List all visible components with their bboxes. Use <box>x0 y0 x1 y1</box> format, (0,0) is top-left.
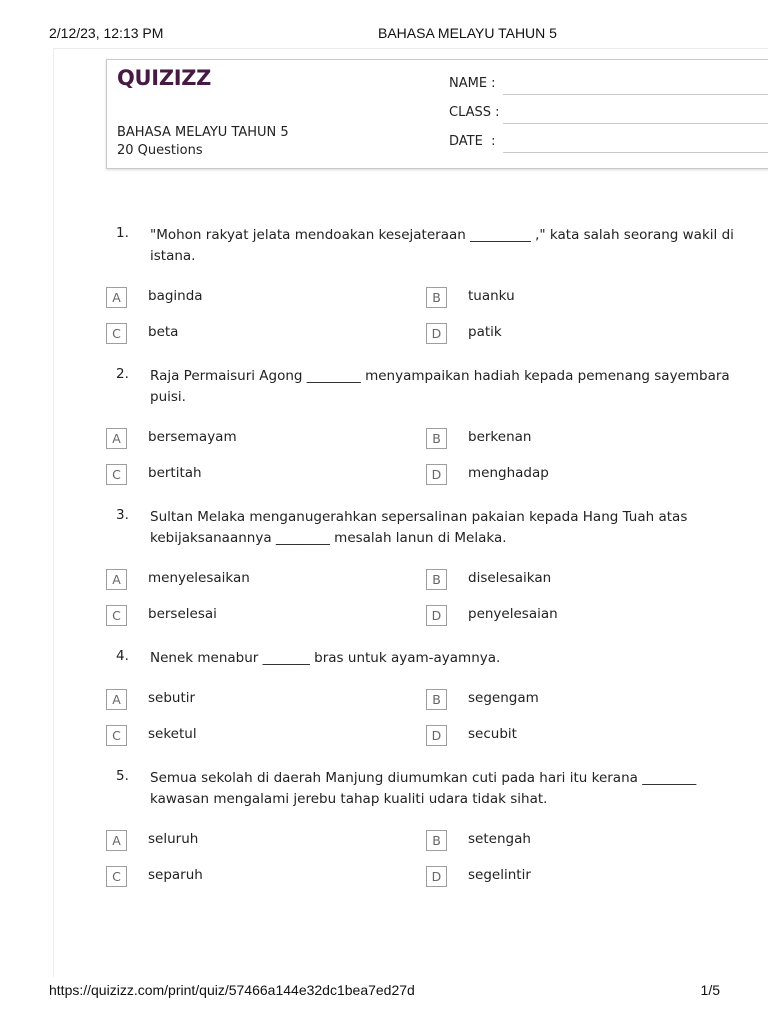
option-letter-box: B <box>426 428 447 449</box>
option-letter-box: D <box>426 323 447 344</box>
print-header <box>0 25 768 45</box>
name-label: NAME : <box>449 76 496 91</box>
option-text: seluruh <box>148 831 199 847</box>
print-footer <box>0 982 768 1002</box>
option-letter-box: B <box>426 830 447 851</box>
print-datetime: 2/12/23, 12:13 PM <box>49 25 164 41</box>
quiz-title: BAHASA MELAYU TAHUN 5 <box>117 125 289 140</box>
option-text: setengah <box>468 831 531 847</box>
option-text: berselesai <box>148 606 217 622</box>
option-letter-box: B <box>426 689 447 710</box>
option-text: secubit <box>468 726 517 742</box>
print-doc-title: BAHASA MELAYU TAHUN 5 <box>378 25 557 41</box>
option-text: segelintir <box>468 867 531 883</box>
question-number: 3. <box>116 507 129 523</box>
name-field-line[interactable] <box>503 94 768 95</box>
question-text: Nenek menabur _______ bras untuk ayam-ayamnya. <box>150 650 501 666</box>
question-text: Sultan Melaka menganugerahkan sepersalinan pakaian kepada Hang Tuah atas kebijaksanaannya ________ mesalah lanun di Melaka. <box>150 509 688 546</box>
question-text: "Mohon rakyat jelata mendoakan kesejateraan _________ ," kata salah seorang wakil di istana. <box>150 227 734 264</box>
option-letter-box: C <box>106 866 127 887</box>
option-text: bersemayam <box>148 429 237 445</box>
option-text: menghadap <box>468 465 549 481</box>
option-letter-box: C <box>106 464 127 485</box>
option-text: patik <box>468 324 502 340</box>
option-letter-box: B <box>426 287 447 308</box>
question-text: Semua sekolah di daerah Manjung diumumkan cuti pada hari itu kerana ________ kawasan mengalami jerebu tahap kualiti udara tidak sihat. <box>150 770 697 807</box>
option-letter-box: A <box>106 689 127 710</box>
question-text: Raja Permaisuri Agong ________ menyampaikan hadiah kepada pemenang sayembara puisi. <box>150 368 730 405</box>
option-text: baginda <box>148 288 203 304</box>
page-number: 1/5 <box>700 982 720 998</box>
option-text: bertitah <box>148 465 202 481</box>
print-url: https://quizizz.com/print/quiz/57466a144e32dc1bea7ed27d <box>49 982 415 998</box>
question-number: 5. <box>116 768 129 784</box>
date-field-line[interactable] <box>503 152 768 153</box>
option-letter-box: C <box>106 605 127 626</box>
question-number: 4. <box>116 648 129 664</box>
option-letter-box: D <box>426 605 447 626</box>
question-number: 1. <box>116 225 129 241</box>
option-letter-box: D <box>426 725 447 746</box>
option-letter-box: A <box>106 428 127 449</box>
class-field-line[interactable] <box>503 123 768 124</box>
option-text: beta <box>148 324 179 340</box>
option-text: seketul <box>148 726 197 742</box>
option-text: berkenan <box>468 429 532 445</box>
quizizz-logo: QUIZIZZ <box>117 66 212 90</box>
option-text: tuanku <box>468 288 515 304</box>
worksheet <box>53 48 768 977</box>
question-number: 2. <box>116 366 129 382</box>
option-letter-box: A <box>106 830 127 851</box>
question-count: 20 Questions <box>117 143 203 158</box>
option-letter-box: C <box>106 725 127 746</box>
option-letter-box: B <box>426 569 447 590</box>
option-text: segengam <box>468 690 539 706</box>
option-text: penyelesaian <box>468 606 558 622</box>
option-text: diselesaikan <box>468 570 552 586</box>
class-label: CLASS : <box>449 105 500 120</box>
quiz-info-box <box>106 59 768 169</box>
option-text: menyelesaikan <box>148 570 250 586</box>
option-text: sebutir <box>148 690 196 706</box>
option-letter-box: D <box>426 866 447 887</box>
option-letter-box: D <box>426 464 447 485</box>
option-text: separuh <box>148 867 203 883</box>
option-letter-box: C <box>106 323 127 344</box>
option-letter-box: A <box>106 287 127 308</box>
date-label: DATE : <box>449 134 496 149</box>
option-letter-box: A <box>106 569 127 590</box>
